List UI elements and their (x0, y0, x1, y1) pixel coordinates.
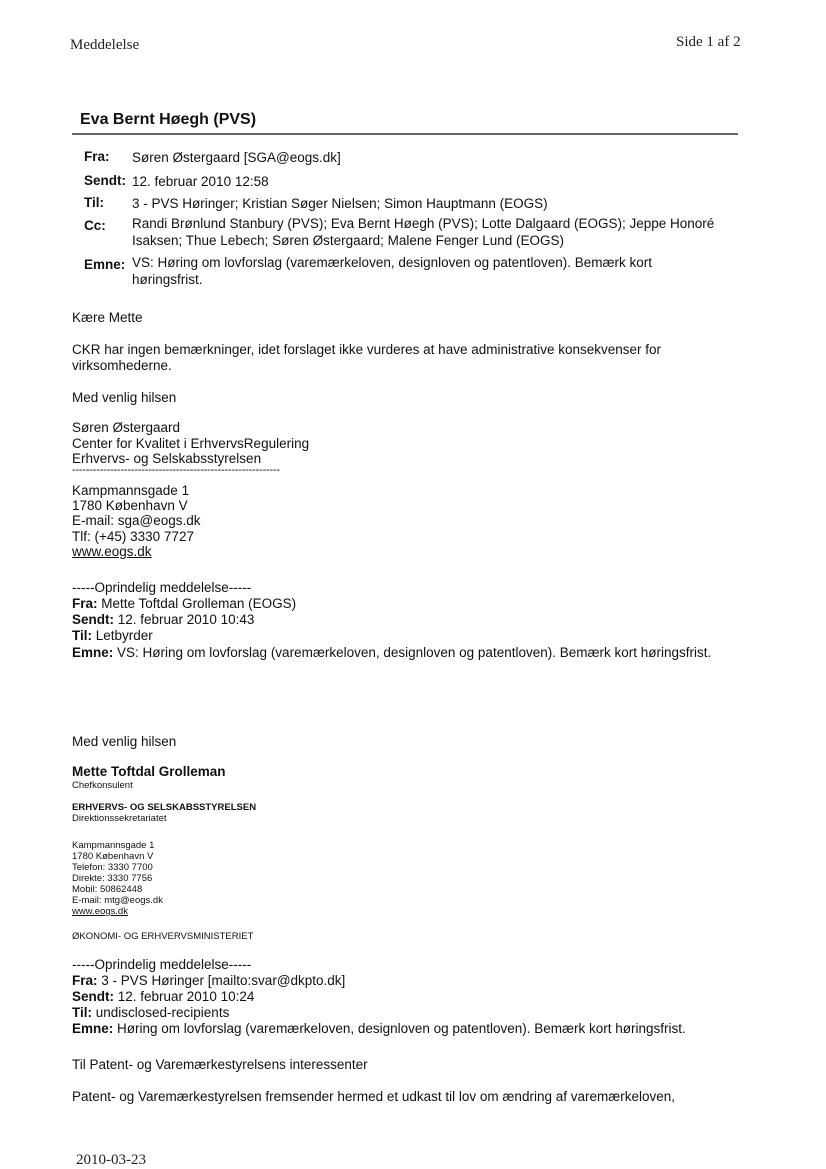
signature-organization: Erhvervs- og Selskabsstyrelsen (72, 451, 262, 466)
body-paragraph-line1: CKR har ingen bemærkninger, idet forslaget ikke vurderes at have administrative konsekvenser for (72, 342, 662, 357)
forward1-from-value: Mette Toftdal Grolleman (EOGS) (97, 596, 297, 611)
forward1-direct-phone: Direkte: 3330 7756 (72, 873, 153, 884)
forward2-from-value: 3 - PVS Høringer [mailto:svar@dkpto.dk] (97, 973, 346, 988)
forward2-subject-label: Emne: (72, 1021, 114, 1036)
forward2-salutation: Til Patent- og Varemærkestyrelsens interessenter (72, 1057, 368, 1072)
forward1-from (72, 596, 296, 612)
page-header-title: Meddelelse (70, 37, 140, 53)
forward1-sent (72, 612, 254, 628)
to-label: Til: (84, 195, 104, 210)
cc-value: Randi Brønlund Stanbury (PVS); Eva Bernt Høegh (PVS); Lotte Dalgaard (EOGS); Jeppe Honoré Isaksen; Thue Lebech; Søren Østergaard; Malene Fenger Lund (EOGS) (132, 216, 715, 248)
forward2-sent (72, 989, 254, 1005)
body-paragraph-line2: virksomhederne. (72, 358, 172, 373)
forward2-from-label: Fra: (72, 973, 98, 988)
forward1-email: E-mail: mtg@eogs.dk (72, 895, 163, 906)
header-divider (72, 133, 738, 135)
forward1-ministry: ØKONOMI- OG ERHVERVSMINISTERIET (72, 931, 254, 942)
to-value: 3 - PVS Høringer; Kristian Søger Nielsen; Simon Hauptmann (EOGS) (132, 196, 548, 211)
signature-address1: Kampmannsgade 1 (72, 483, 190, 498)
signature-divider: ------------------------------------------------------------ (72, 464, 280, 476)
mailbox-owner: Eva Bernt Høegh (PVS) (80, 111, 257, 128)
forward1-website-link[interactable]: www.eogs.dk (72, 906, 128, 917)
page-footer-date: 2010-03-23 (76, 1152, 146, 1168)
signature-email: E-mail: sga@eogs.dk (72, 513, 201, 528)
signature-phone: Tlf: (+45) 3330 7727 (72, 529, 194, 544)
forward1-signature-organization: ERHVERVS- OG SELSKABSSTYRELSEN (72, 802, 257, 813)
sent-value: 12. februar 2010 12:58 (132, 174, 269, 189)
forward2-marker: -----Oprindelig meddelelse----- (72, 957, 252, 972)
forward2-subject (72, 1021, 686, 1037)
forward1-signature-unit: Direktionssekretariatet (72, 813, 167, 824)
forward2-from (72, 973, 345, 989)
signature-name: Søren Østergaard (72, 420, 181, 435)
signature-website-link[interactable]: www.eogs.dk (72, 544, 152, 559)
forward2-subject-value: Høring om lovforslag (varemærkeloven, designloven og patentloven). Bemærk kort høringsfrist. (113, 1021, 686, 1036)
forward1-to (72, 628, 153, 644)
forward1-to-label: Til: (72, 628, 92, 643)
forward1-to-value: Letbyrder (92, 628, 153, 643)
forward1-subject-label: Emne: (72, 645, 114, 660)
forward1-subject-value: VS: Høring om lovforslag (varemærkeloven, designloven og patentloven). Bemærk kort høringsfrist. (113, 645, 712, 660)
forward1-phone: Telefon: 3330 7700 (72, 862, 153, 873)
forward1-from-label: Fra: (72, 596, 98, 611)
page-number: Side 1 af 2 (676, 34, 741, 50)
forward1-mobile: Mobil: 50862448 (72, 884, 143, 895)
forward1-sent-label: Sendt: (72, 612, 114, 627)
cc-label: Cc: (84, 218, 106, 233)
subject-value: VS: Høring om lovforslag (varemærkeloven, designloven og patentloven). Bemærk kort høringsfrist. (132, 255, 652, 287)
subject-label: Emne: (84, 257, 126, 272)
forward2-sent-label: Sendt: (72, 989, 114, 1004)
from-label: Fra: (84, 149, 110, 164)
greeting: Kære Mette (72, 310, 143, 325)
forward1-address1: Kampmannsgade 1 (72, 840, 155, 851)
forward2-to-value: undisclosed-recipients (92, 1005, 230, 1020)
forward2-to (72, 1005, 229, 1021)
forward1-closing: Med venlig hilsen (72, 734, 177, 749)
forward2-to-label: Til: (72, 1005, 92, 1020)
closing: Med venlig hilsen (72, 390, 177, 405)
signature-address2: 1780 København V (72, 498, 188, 513)
forward2-sent-value: 12. februar 2010 10:24 (114, 989, 255, 1004)
forward1-subject (72, 645, 711, 661)
forward1-marker: -----Oprindelig meddelelse----- (72, 580, 252, 595)
forward1-signature-name: Mette Toftdal Grolleman (72, 764, 226, 779)
sent-label: Sendt: (84, 173, 126, 188)
signature-department: Center for Kvalitet i ErhvervsRegulering (72, 436, 310, 451)
forward2-body-line: Patent- og Varemærkestyrelsen fremsender hermed et udkast til lov om ændring af varemærkeloven, (72, 1089, 676, 1104)
from-value: Søren Østergaard [SGA@eogs.dk] (132, 150, 341, 165)
forward1-address2: 1780 København V (72, 851, 154, 862)
forward1-sent-value: 12. februar 2010 10:43 (114, 612, 255, 627)
forward1-signature-title: Chefkonsulent (72, 780, 133, 791)
